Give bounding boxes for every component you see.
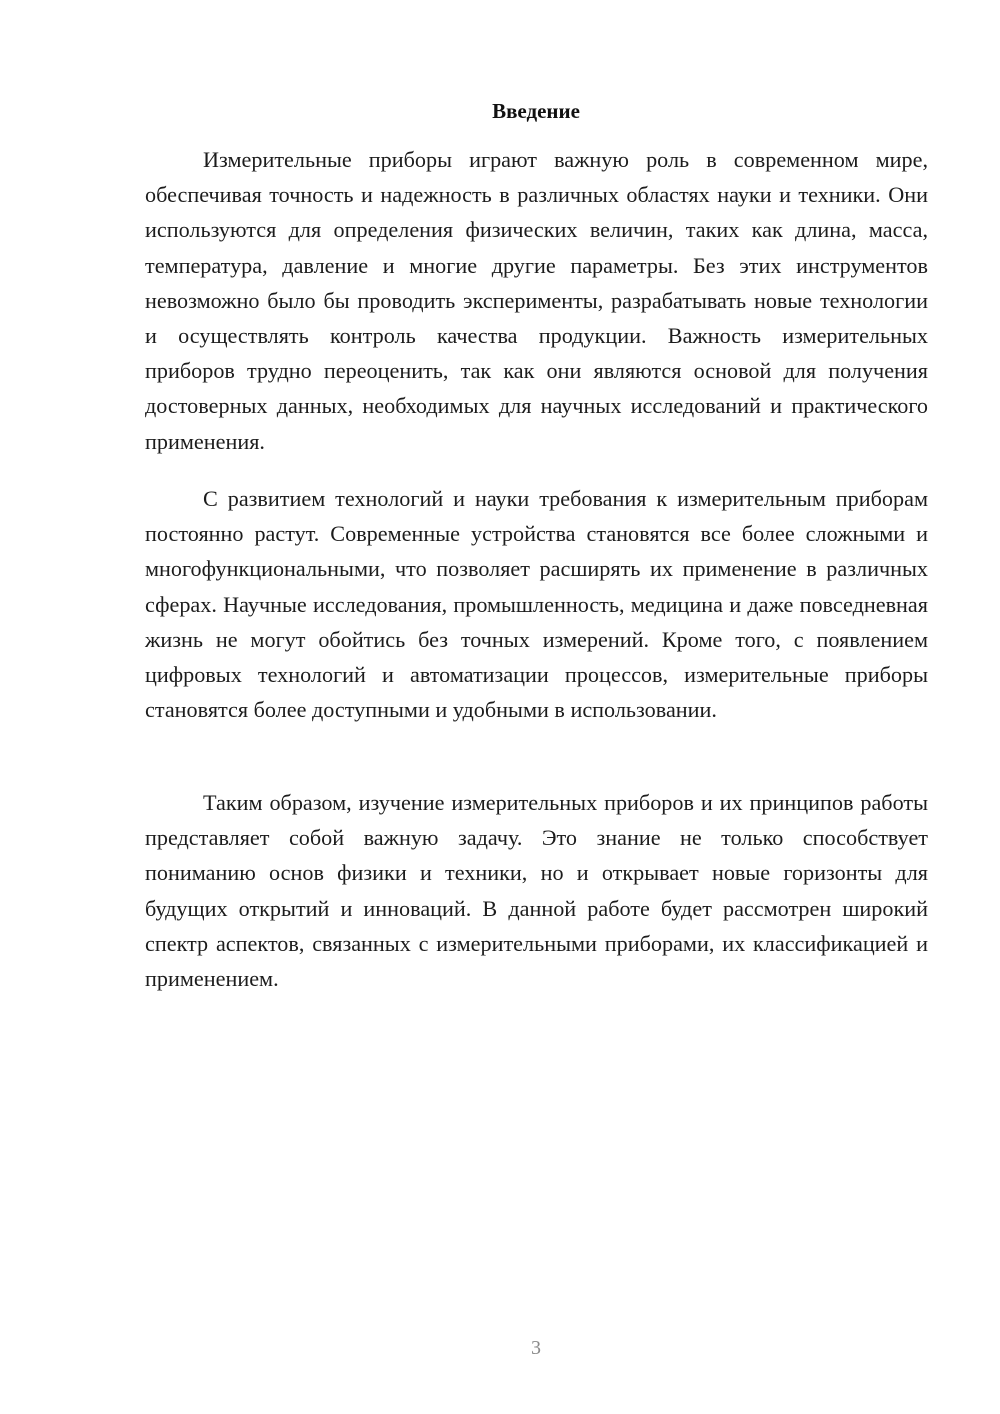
paragraph-1: Измерительные приборы играют важную роль в современном мире, обеспечивая точность и надежность в различных областях науки и техники. Они используются для определения физических величин, таких как длина, масса, температура, давление и многие другие параметры. Без этих инструментов невозможно было бы проводить эксперименты, разрабатывать новые технологии и осуществлять контроль качества продукции. Важность измерительных приборов трудно переоценить, так как они являются основой для получения достоверных данных, необходимых для научных исследований и практического применения. — [145, 147, 928, 454]
paragraph-3: Таким образом, изучение измерительных приборов и их принципов работы представляет собой важную задачу. Это знание не только способствует пониманию основ физики и техники, но и открывает новые горизонты для будущих открытий и инноваций. В данной работе будет рассмотрен широкий спектр аспектов, связанных с измерительными приборами, их классификацией и применением. — [145, 790, 928, 992]
page-number: 3 — [531, 1337, 541, 1359]
paragraph-2: С развитием технологий и науки требования к измерительным приборам постоянно растут. Современные устройства становятся все более сложными и многофункциональными, что позволяет расширять их применение в различных сферах. Научные исследования, промышленность, медицина и даже повседневная жизнь не могут обойтись без точных измерений. Кроме того, с появлением цифровых технологий и автоматизации процессов, измерительные приборы становятся более доступными и удобными в использовании. — [145, 486, 928, 723]
page-title: Введение — [492, 99, 580, 123]
